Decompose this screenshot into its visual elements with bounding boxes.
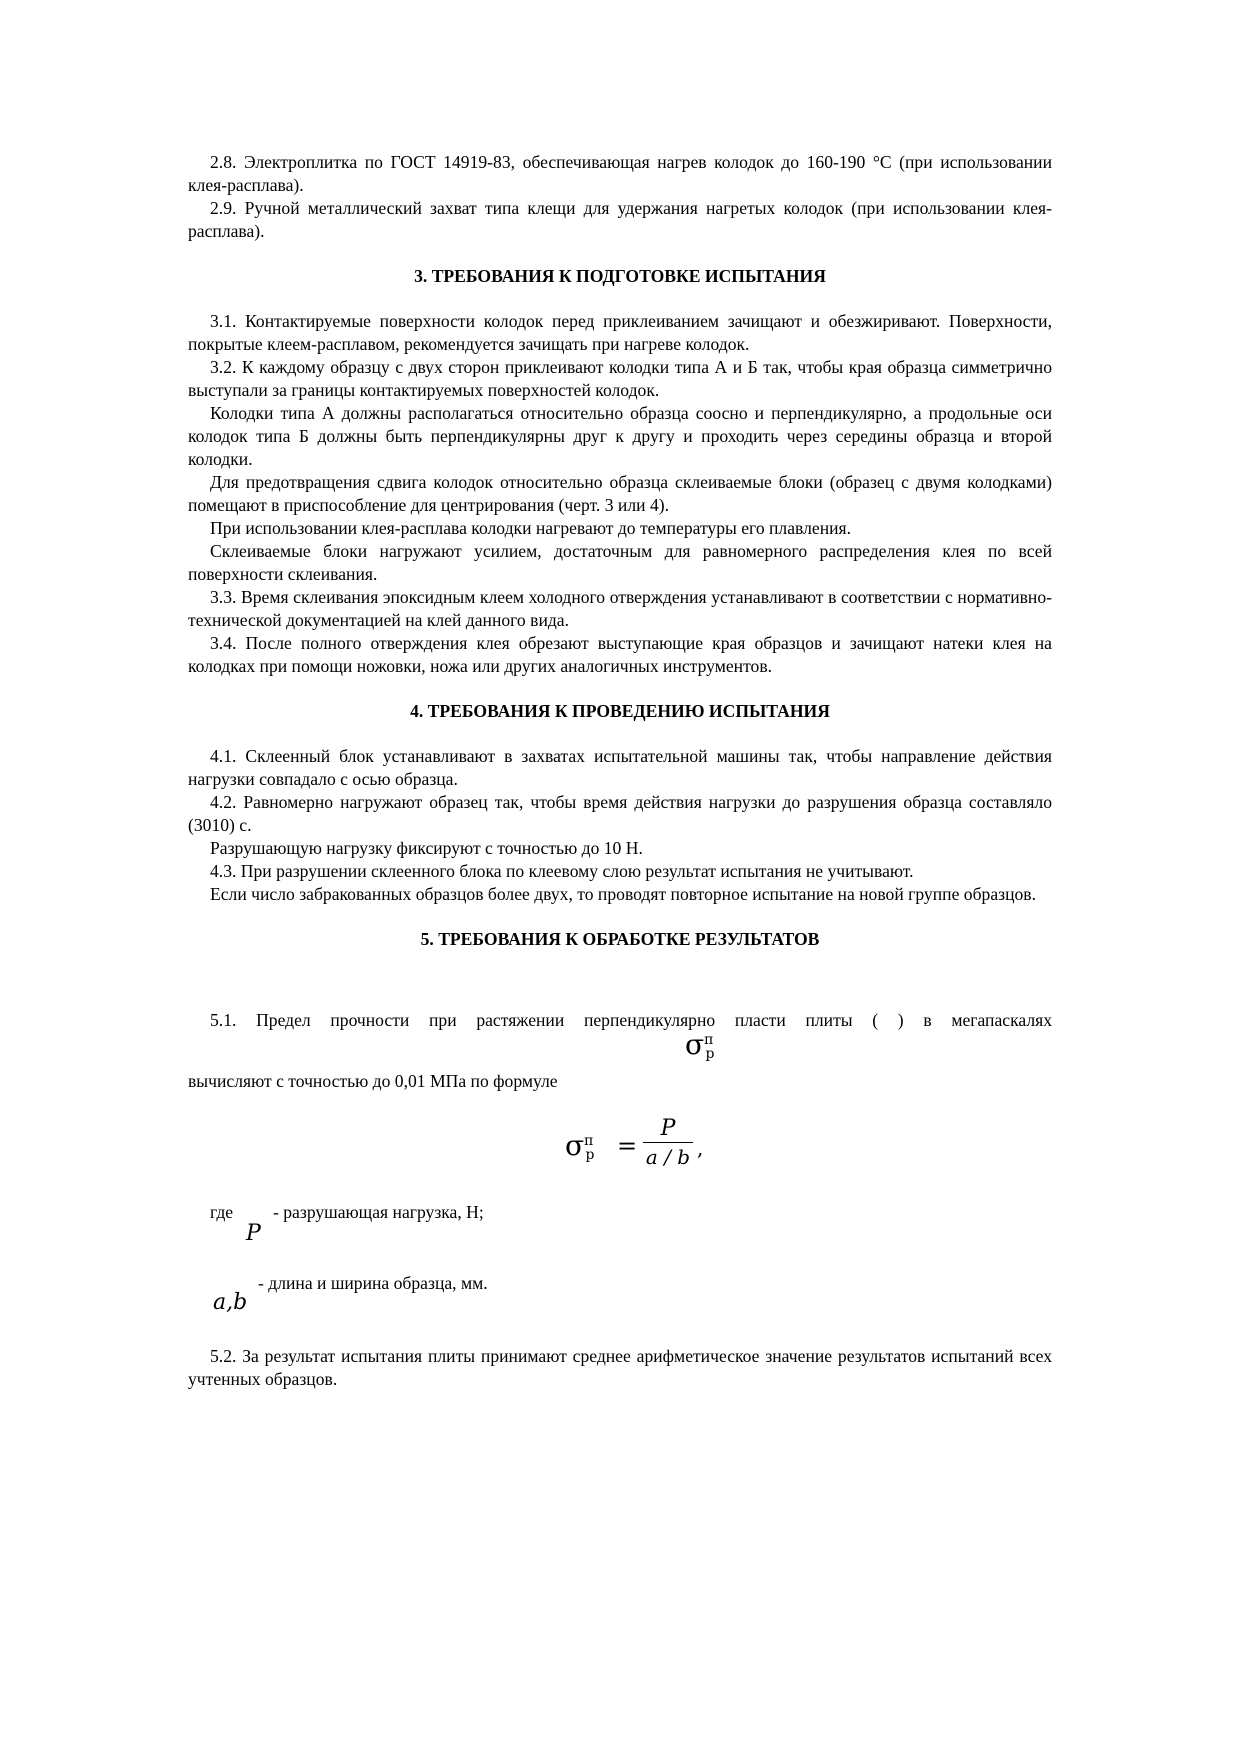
- section-5-title: 5. ТРЕБОВАНИЯ К ОБРАБОТКЕ РЕЗУЛЬТАТОВ: [420, 929, 820, 949]
- paragraph-2-8: 2.8. Электроплитка по ГОСТ 14919-83, обеспечивающая нагрев колодок до 160-190 °С (при использовании клея-расплава).: [188, 152, 1052, 195]
- sigma-glyph: σ: [685, 1028, 705, 1061]
- paragraph-5-1-line2: вычисляют с точностью до 0,01 МПа по формуле: [188, 1071, 558, 1091]
- paragraph-4-3: 4.3. При разрушении склеенного блока по клеевому слою результат испытания не учитывают.: [210, 861, 914, 881]
- paragraph-3-3: 3.3. Время склеивания эпоксидным клеем холодного отверждения устанавливают в соответствии с нормативно-технической документацией на клей данного вида.: [188, 587, 1052, 630]
- paragraph-5-2: 5.2. За результат испытания плиты принимают среднее арифметическое значение результатов испытаний всех учтенных образцов.: [188, 1346, 1052, 1389]
- formula-sigma: [565, 1129, 595, 1165]
- paragraph-3-2-d: Склеиваемые блоки нагружают усилием, достаточным для равномерного распределения клея по всей поверхности склеивания.: [188, 541, 1052, 584]
- section-4-title: 4. ТРЕБОВАНИЯ К ПРОВЕДЕНИЮ ИСПЫТАНИЯ: [410, 701, 830, 721]
- paragraph-2-9: 2.9. Ручной металлический захват типа клещи для удержания нагретых колодок (при использовании клея-расплава).: [188, 198, 1052, 241]
- formula-fraction: [643, 1115, 693, 1171]
- formula-denominator: a / b: [645, 1145, 691, 1169]
- formula-sigma-subscript: р: [585, 1147, 595, 1163]
- where-label: где: [210, 1202, 234, 1222]
- formula-equals: =: [617, 1132, 638, 1160]
- symbol-ab: a,b: [213, 1290, 248, 1315]
- paragraph-4-1: 4.1. Склеенный блок устанавливают в захватах испытательной машины так, чтобы направление действия нагрузки совпадало с осью образца.: [188, 746, 1052, 789]
- p-description: - разрушающая нагрузка, Н;: [273, 1202, 484, 1222]
- paragraph-4-3-a: Если число забракованных образцов более двух, то проводят повторное испытание на новой группе образцов.: [210, 884, 1036, 904]
- sigma-subscript: р: [705, 1046, 715, 1062]
- paragraph-3-2-a: Колодки типа А должны располагаться относительно образца соосно и перпендикулярно, а продольные оси колодок типа Б должны быть перпендикулярны друг к другу и проходить через середины образца и второй колодки.: [188, 403, 1052, 469]
- paragraph-3-1: 3.1. Контактируемые поверхности колодок перед приклеиванием зачищают и обезжиривают. Поверхности, покрытые клеем-расплавом, рекомендуется зачищать при нагреве колодок.: [188, 311, 1052, 354]
- ab-description: - длина и ширина образца, мм.: [258, 1273, 488, 1293]
- paragraph-4-2-a: Разрушающую нагрузку фиксируют с точностью до 10 Н.: [210, 838, 643, 858]
- formula-sigma-superscript: п: [584, 1133, 594, 1149]
- sigma-inline-symbol: [685, 1028, 715, 1064]
- symbol-p: P: [246, 1221, 261, 1246]
- paragraph-5-2-wrapper: [188, 1345, 1052, 1391]
- formula-sigma-glyph: σ: [565, 1129, 585, 1162]
- section-3-title: 3. ТРЕБОВАНИЯ К ПОДГОТОВКЕ ИСПЫТАНИЯ: [414, 266, 826, 286]
- paragraph-3-4: 3.4. После полного отверждения клея обрезают выступающие края образцов и зачищают натеки клея на колодках при помощи ножовки, ножа или других аналогичных инструментов.: [188, 633, 1052, 676]
- formula-numerator: P: [660, 1116, 676, 1141]
- strength-formula: [565, 1115, 735, 1175]
- paragraph-5-1-line1: 5.1. Предел прочности при растяжении перпендикулярно пласти плиты ( ) в мегапаскалях: [210, 1010, 1052, 1030]
- document-content: [188, 151, 1052, 973]
- formula-comma: ,: [697, 1136, 704, 1160]
- paragraph-3-2-c: При использовании клея-расплава колодки нагревают до температуры его плавления.: [210, 518, 852, 538]
- paragraph-3-2-b: Для предотвращения сдвига колодок относительно образца склеиваемые блоки (образец с двумя колодками) помещают в приспособление для центрирования (черт. 3 или 4).: [188, 472, 1052, 515]
- paragraph-4-2: 4.2. Равномерно нагружают образец так, чтобы время действия нагрузки до разрушения образца составляло (3010) с.: [188, 792, 1052, 835]
- sigma-superscript: п: [704, 1032, 714, 1048]
- paragraph-3-2: 3.2. К каждому образцу с двух сторон приклеивают колодки типа А и Б так, чтобы края образца симметрично выступали за границы контактируемых поверхностей колодок.: [188, 357, 1052, 400]
